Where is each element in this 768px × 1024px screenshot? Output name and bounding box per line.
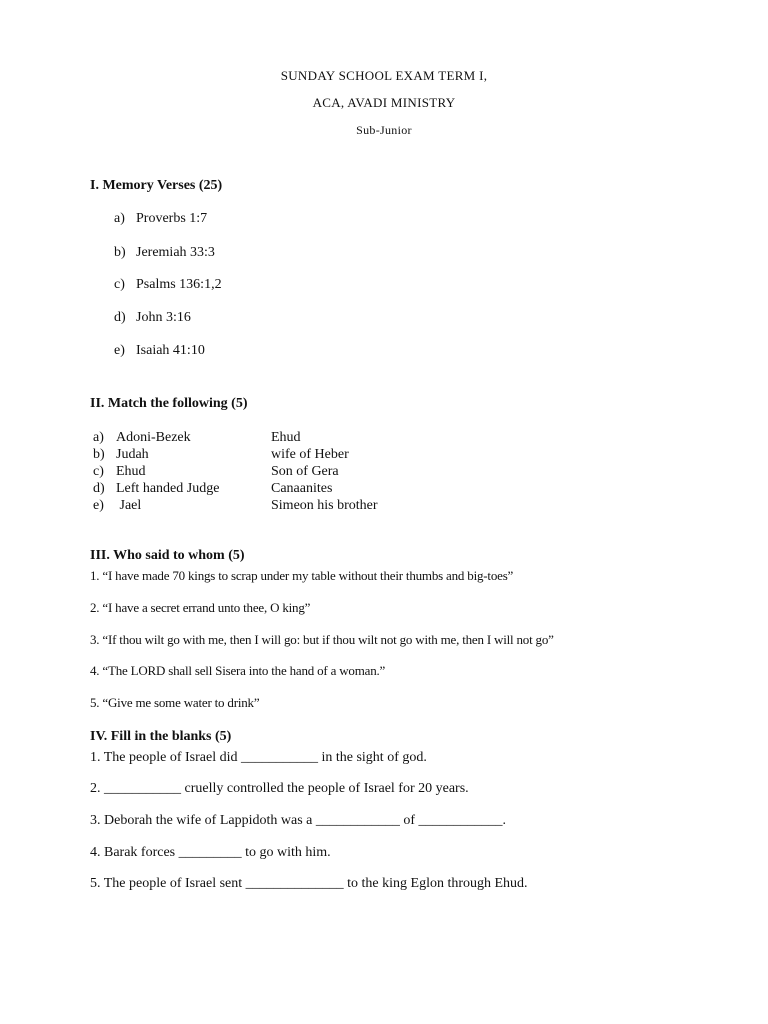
match-label: c) bbox=[93, 464, 104, 479]
question-item: 4. Barak forces _________ to go with him. bbox=[90, 845, 331, 860]
item-text: Jeremiah 33:3 bbox=[136, 245, 215, 260]
match-left: Left handed Judge bbox=[116, 481, 220, 496]
match-label: e) bbox=[93, 498, 104, 513]
match-right: Ehud bbox=[271, 430, 301, 445]
question-item: 5. “Give me some water to drink” bbox=[90, 695, 260, 710]
item-label: e) bbox=[114, 343, 125, 358]
list-item bbox=[114, 211, 207, 227]
list-item bbox=[114, 277, 222, 293]
section-memory-verses-heading: I. Memory Verses (25) bbox=[90, 178, 223, 193]
item-label: a) bbox=[114, 211, 125, 226]
match-right: Son of Gera bbox=[271, 464, 339, 479]
match-left: Ehud bbox=[116, 464, 146, 479]
item-text: Isaiah 41:10 bbox=[136, 343, 205, 358]
exam-level: Sub-Junior bbox=[356, 123, 412, 137]
question-item: 4. “The LORD shall sell Sisera into the hand of a woman.” bbox=[90, 663, 386, 678]
item-label: d) bbox=[114, 310, 126, 325]
item-text: John 3:16 bbox=[136, 310, 191, 325]
match-label: b) bbox=[93, 447, 105, 462]
section-fill-blanks-heading: IV. Fill in the blanks (5) bbox=[90, 729, 232, 744]
exam-title: SUNDAY SCHOOL EXAM TERM I, bbox=[280, 68, 488, 83]
match-label: a) bbox=[93, 430, 104, 445]
match-row bbox=[93, 480, 332, 497]
question-item: 3. Deborah the wife of Lappidoth was a ____________ of ____________. bbox=[90, 813, 507, 828]
match-row bbox=[93, 463, 339, 480]
question-item: 1. The people of Israel did ___________ in the sight of god. bbox=[90, 750, 427, 765]
match-left: Adoni-Bezek bbox=[116, 430, 191, 445]
list-item bbox=[114, 310, 191, 326]
question-item: 1. “I have made 70 kings to scrap under my table without their thumbs and big-toes” bbox=[90, 568, 514, 583]
match-right: Simeon his brother bbox=[271, 498, 378, 513]
question-item: 3. “If thou wilt go with me, then I will go: but if thou wilt not go with me, then I will not go” bbox=[90, 632, 554, 647]
match-right: Canaanites bbox=[271, 481, 333, 496]
match-left: Judah bbox=[116, 447, 149, 462]
question-item: 2. “I have a secret errand unto thee, O king” bbox=[90, 600, 311, 615]
item-label: c) bbox=[114, 277, 125, 292]
ministry-name: ACA, AVADI MINISTRY bbox=[312, 95, 456, 110]
match-label: d) bbox=[93, 481, 105, 496]
question-item: 5. The people of Israel sent ______________ to the king Eglon through Ehud. bbox=[90, 876, 528, 891]
item-text: Psalms 136:1,2 bbox=[136, 277, 222, 292]
section-match-heading: II. Match the following (5) bbox=[90, 396, 248, 411]
item-text: Proverbs 1:7 bbox=[136, 211, 208, 226]
section-who-said-heading: III. Who said to whom (5) bbox=[90, 548, 245, 563]
item-label: b) bbox=[114, 245, 126, 260]
match-right: wife of Heber bbox=[271, 447, 349, 462]
match-row bbox=[93, 446, 349, 463]
match-row bbox=[93, 497, 378, 514]
match-left: Jael bbox=[116, 498, 142, 513]
question-item: 2. ___________ cruelly controlled the people of Israel for 20 years. bbox=[90, 781, 469, 796]
list-item bbox=[114, 343, 205, 359]
list-item bbox=[114, 245, 215, 261]
match-row bbox=[93, 429, 301, 446]
